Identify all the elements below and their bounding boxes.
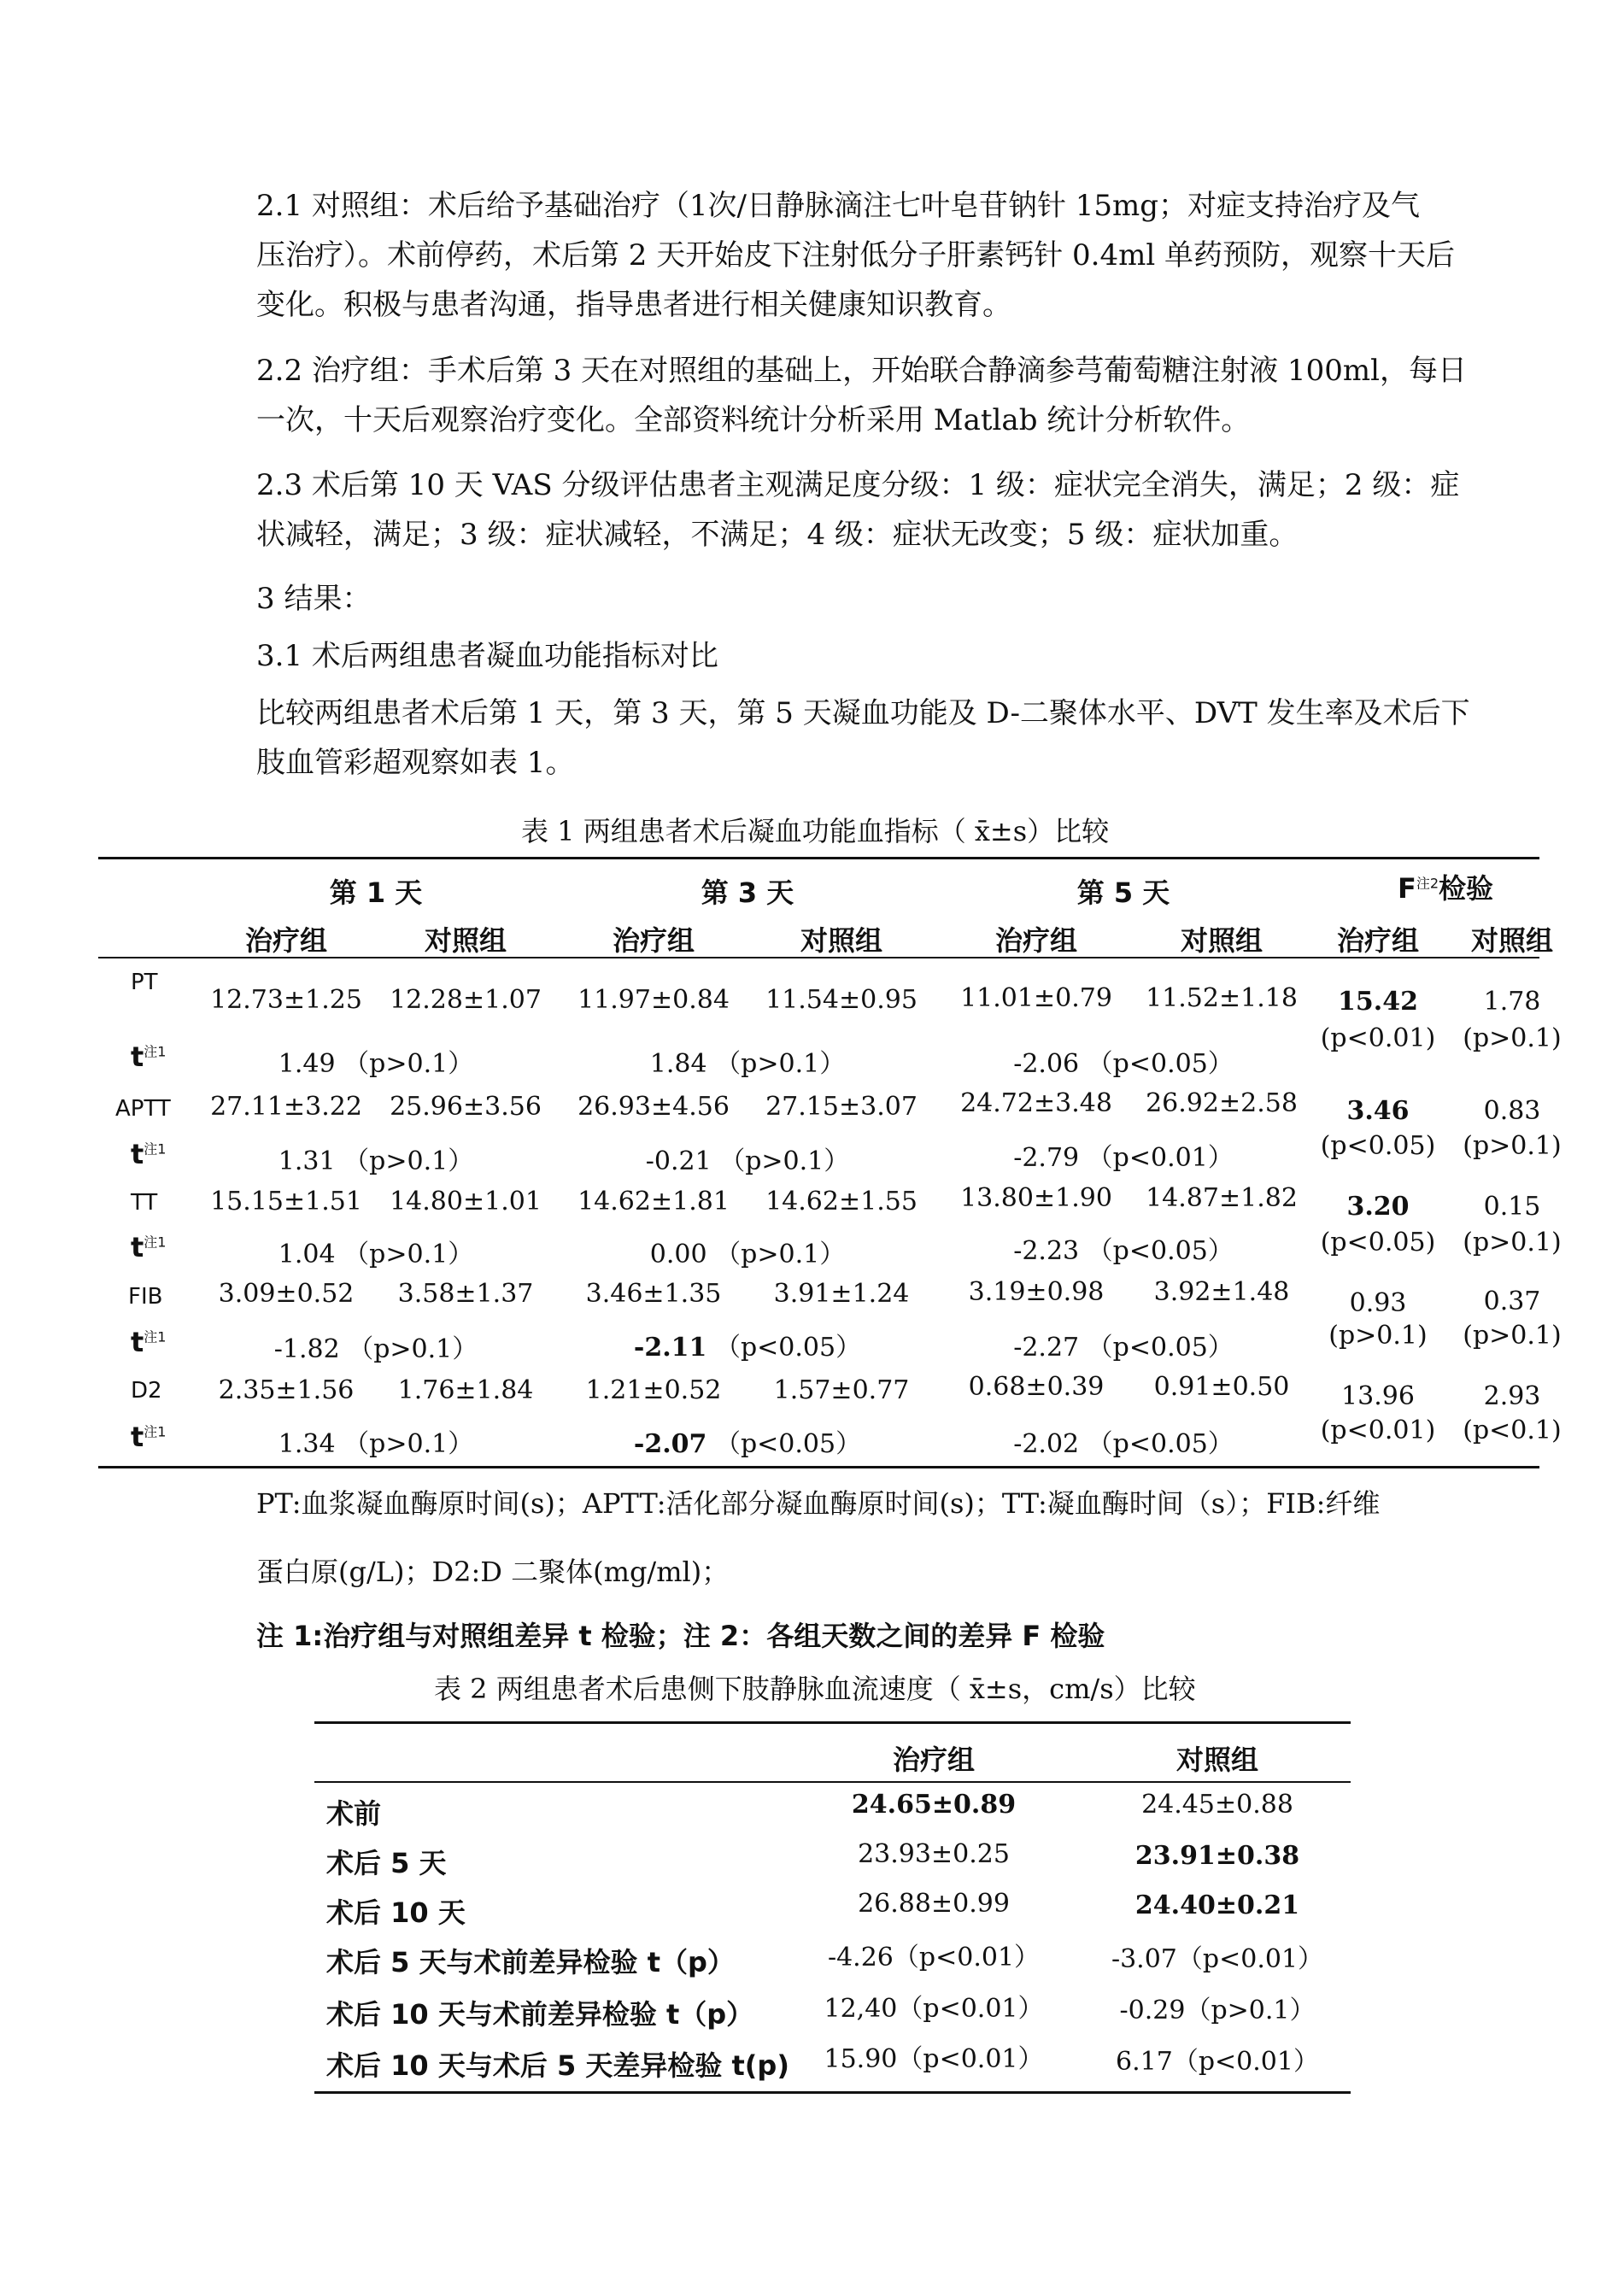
table-cell: 0.91±0.50 (1153, 1372, 1290, 1402)
t-value: 1.49 （p>0.1） (278, 1049, 474, 1079)
table-cell: 12,40（p<0.01） (824, 1994, 1044, 2024)
table1-top-rule (98, 857, 1539, 859)
table-cell: 3.19±0.98 (968, 1277, 1105, 1307)
group-header: 对照组 (1470, 924, 1554, 957)
row-label: 术后 5 天 (326, 1847, 447, 1879)
paragraph-2-1 (256, 181, 1456, 330)
table-cell: 1.76±1.84 (397, 1375, 534, 1405)
t-value: 0.00 （p>0.1） (649, 1240, 846, 1269)
f-value: 3.46 (1346, 1096, 1410, 1126)
table-cell: 11.52±1.18 (1146, 983, 1298, 1013)
f-p-value: (p>0.1) (1328, 1321, 1428, 1351)
f-p-value: (p>0.1) (1463, 1321, 1562, 1351)
group-header: 对照组 (1175, 1744, 1259, 1776)
group-header: 对照组 (424, 924, 507, 957)
f-value: 0.15 (1483, 1192, 1541, 1222)
t-test-label: $t^{注1}$ (131, 1040, 167, 1073)
table1-bottom-rule (98, 1466, 1539, 1468)
text-line: 3.1 术后两组患者凝血功能指标对比 (256, 639, 718, 673)
group-header: 治疗组 (612, 924, 695, 957)
row-label: 术后 10 天 (326, 1896, 466, 1929)
day3-header: 第 3 天 (701, 876, 794, 909)
table1-caption: 表 1 两组患者术后凝血功能血指标（ x̄±s）比较 (521, 815, 1110, 847)
table-cell: 3.92±1.48 (1153, 1277, 1290, 1307)
row-label-fib: FIB (128, 1284, 163, 1310)
table2-caption: 表 2 两组患者术后患侧下肢静脉血流速度（ x̄±s，cm/s）比较 (434, 1673, 1196, 1705)
table-cell: 14.80±1.01 (390, 1187, 542, 1216)
row-label-aptt: APTT (115, 1096, 171, 1122)
table-cell: 11.54±0.95 (765, 985, 918, 1015)
table-cell: 26.92±2.58 (1146, 1088, 1298, 1118)
t-value: -2.07 （p<0.05） (633, 1429, 862, 1459)
t-value: -2.06 （p<0.05） (1013, 1049, 1234, 1079)
table-cell: 15.15±1.51 (210, 1187, 362, 1216)
table-cell: 24.65±0.89 (851, 1790, 1017, 1820)
t-value: 1.31 （p>0.1） (278, 1146, 474, 1176)
text-line: 3 结果： (256, 582, 372, 616)
table-cell: 23.91±0.38 (1134, 1841, 1300, 1871)
paragraph-3-1 (256, 689, 1470, 788)
table-cell: 23.93±0.25 (858, 1839, 1010, 1869)
f-p-value: (p<0.01) (1320, 1023, 1436, 1053)
paragraph-2-3 (256, 460, 1460, 560)
t-test-label: $t^{注1}$ (131, 1421, 167, 1453)
day1-header: 第 1 天 (329, 876, 423, 909)
table-cell: 13.80±1.90 (960, 1183, 1112, 1213)
row-label-tt: TT (131, 1190, 158, 1216)
table-cell: 24.40±0.21 (1134, 1890, 1300, 1920)
text-line: 状减轻，满足；3 级：症状减轻，不满足；4 级：症状无改变；5 级：症状加重。 (256, 518, 1299, 552)
table-cell: 25.96±3.56 (390, 1092, 542, 1122)
paragraph-2-2 (256, 346, 1467, 445)
row-label-pt: PT (131, 970, 158, 995)
table-cell: 14.87±1.82 (1146, 1183, 1298, 1213)
table-cell: 6.17（p<0.01） (1116, 2047, 1319, 2077)
f-p-value: (p<0.05) (1320, 1131, 1436, 1161)
f-p-value: (p<0.05) (1320, 1228, 1436, 1257)
f-p-value: (p>0.1) (1463, 1023, 1562, 1053)
table-cell: 2.35±1.56 (218, 1375, 355, 1405)
t-value: -2.79 （p<0.01） (1013, 1143, 1234, 1173)
section-heading-results (256, 574, 1401, 624)
table-cell: 1.21±0.52 (585, 1375, 722, 1405)
f-value: 0.37 (1483, 1287, 1541, 1316)
text-line: 肢血管彩超观察如表 1。 (256, 746, 575, 780)
f-value: 3.20 (1346, 1192, 1410, 1222)
t-value: 1.34 （p>0.1） (278, 1429, 474, 1459)
t-test-label: $t^{注1}$ (131, 1138, 167, 1170)
table-cell: -3.07（p<0.01） (1111, 1944, 1324, 1974)
group-header: 对照组 (1180, 924, 1263, 957)
table-cell: 12.73±1.25 (210, 985, 362, 1015)
f-p-value: (p>0.1) (1463, 1228, 1562, 1257)
text-line: 变化。积极与患者沟通，指导患者进行相关健康知识教育。 (256, 288, 1011, 322)
t-value: -2.23 （p<0.05） (1013, 1236, 1234, 1266)
text-line: 一次，十天后观察治疗变化。全部资料统计分析采用 Matlab 统计分析软件。 (256, 403, 1251, 437)
t-value: 1.04 （p>0.1） (278, 1240, 474, 1269)
row-label: 术后 5 天与术前差异检验 t（p） (326, 1946, 735, 1978)
table-cell: -0.29（p>0.1） (1119, 1996, 1316, 2025)
f-p-value: (p>0.1) (1463, 1131, 1562, 1161)
day5-header: 第 5 天 (1076, 876, 1170, 909)
t-test-label: $t^{注1}$ (131, 1231, 167, 1263)
t-test-label: $t^{注1}$ (131, 1326, 167, 1358)
table1-footnote: 注 1:治疗组与对照组差异 t 检验；注 2：各组天数之间的差异 F 检验 (256, 1620, 1105, 1652)
table-cell: 24.72±3.48 (960, 1088, 1112, 1118)
row-label: 术后 10 天与术前差异检验 t（p） (326, 1998, 754, 2031)
text-line: 2.1 对照组：术后给予基础治疗（1次/日静脉滴注七叶皂苷钠针 15mg；对症支持治疗及气 (256, 189, 1421, 223)
table-cell: 11.01±0.79 (960, 983, 1112, 1013)
group-header: 治疗组 (1336, 924, 1420, 957)
row-label-d2: D2 (131, 1378, 162, 1404)
table-cell: 27.11±3.22 (210, 1092, 362, 1122)
row-label: 术前 (326, 1797, 382, 1830)
text-line: 2.2 治疗组：手术后第 3 天在对照组的基础上，开始联合静滴参芎葡萄糖注射液 100ml，每日 (256, 354, 1467, 388)
table-cell: 24.45±0.88 (1141, 1790, 1293, 1820)
f-value: 15.42 (1338, 987, 1418, 1017)
f-test-header: $F^{注2}$检验 (1397, 872, 1494, 905)
table-cell: 11.97±0.84 (577, 985, 730, 1015)
table-cell: 26.88±0.99 (858, 1889, 1010, 1919)
group-header: 治疗组 (994, 924, 1078, 957)
table-cell: 3.58±1.37 (397, 1279, 534, 1309)
t-value: -1.82 （p>0.1） (273, 1334, 478, 1364)
t-value: -2.02 （p<0.05） (1013, 1429, 1234, 1459)
row-label: 术后 10 天与术后 5 天差异检验 t(p) (326, 2049, 789, 2082)
f-value: 0.83 (1483, 1096, 1541, 1126)
table-cell: 1.57±0.77 (773, 1375, 910, 1405)
f-value: 13.96 (1341, 1381, 1415, 1411)
text-line: 比较两组患者术后第 1 天，第 3 天，第 5 天凝血功能及 D-二聚体水平、DVT 发生率及术后下 (256, 696, 1470, 730)
table-cell: 3.09±0.52 (218, 1279, 355, 1309)
table-cell: 14.62±1.81 (577, 1187, 730, 1216)
table-cell: 26.93±4.56 (577, 1092, 730, 1122)
abbreviation-line: PT:血浆凝血酶原时间(s)；APTT:活化部分凝血酶原时间(s)；TT:凝血酶时间（s）；FIB:纤维 (256, 1487, 1381, 1520)
table-cell: 27.15±3.07 (765, 1092, 918, 1122)
table2-top-rule (314, 1721, 1351, 1724)
table2-bottom-rule (314, 2091, 1351, 2094)
table-cell: 14.62±1.55 (765, 1187, 918, 1216)
table-cell: 12.28±1.07 (390, 985, 542, 1015)
t-value: -0.21 （p>0.1） (645, 1146, 850, 1176)
table-cell: -4.26（p<0.01） (827, 1943, 1041, 1972)
t-value: -2.11 （p<0.05） (633, 1333, 862, 1363)
f-p-value: (p<0.01) (1320, 1416, 1436, 1445)
f-value: 0.93 (1349, 1288, 1407, 1318)
group-header: 治疗组 (244, 924, 328, 957)
f-p-value: (p<0.1) (1463, 1416, 1562, 1445)
t-value: -2.27 （p<0.05） (1013, 1333, 1234, 1363)
table2-header-rule (314, 1781, 1351, 1783)
abbreviation-line: 蛋白原(g/L)；D2:D 二聚体(mg/ml)； (256, 1556, 730, 1588)
table-cell: 0.68±0.39 (968, 1372, 1105, 1402)
table-cell: 3.91±1.24 (773, 1279, 910, 1309)
text-line: 2.3 术后第 10 天 VAS 分级评估患者主观满足度分级：1 级：症状完全消失，满足；2 级：症 (256, 468, 1460, 502)
f-value: 1.78 (1483, 987, 1541, 1017)
group-header: 治疗组 (892, 1744, 976, 1776)
f-value: 2.93 (1483, 1381, 1541, 1411)
table-cell: 15.90（p<0.01） (824, 2044, 1044, 2074)
subsection-heading-3-1 (256, 631, 1401, 681)
table-cell: 3.46±1.35 (585, 1279, 722, 1309)
text-line: 压治疗）。术前停药，术后第 2 天开始皮下注射低分子肝素钙针 0.4ml 单药预防，观察十天后 (256, 238, 1456, 273)
t-value: 1.84 （p>0.1） (649, 1049, 846, 1079)
group-header: 对照组 (800, 924, 883, 957)
